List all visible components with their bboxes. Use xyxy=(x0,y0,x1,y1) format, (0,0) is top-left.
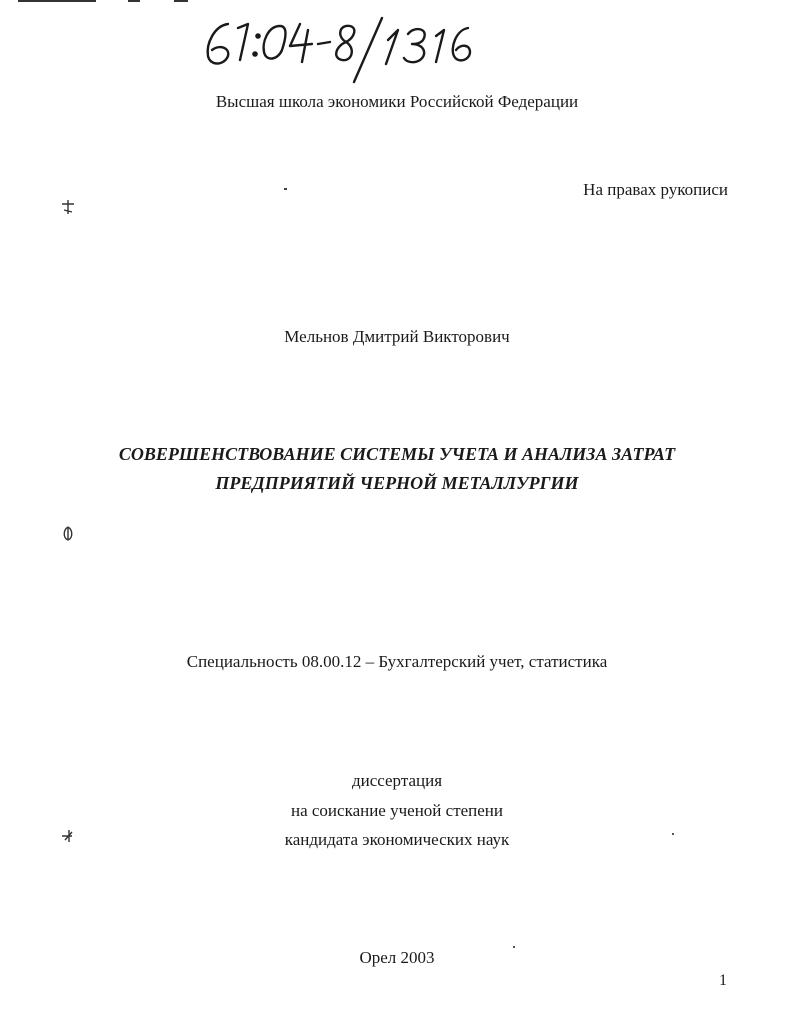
binding-mark-icon xyxy=(60,524,76,544)
author-name: Мельнов Дмитрий Викторович xyxy=(284,327,510,346)
place-and-year: Орел 2003 xyxy=(359,948,435,967)
handwritten-archive-code xyxy=(200,14,510,86)
rights-note: На правах рукописи xyxy=(583,180,728,199)
scan-speck xyxy=(672,833,674,835)
scan-top-rule xyxy=(174,0,188,2)
specialty-line: Специальность 08.00.12 – Бухгалтерский учет, статистика xyxy=(186,652,608,671)
degree-line-2: на соискание ученой степени xyxy=(290,801,504,820)
scan-top-rule xyxy=(128,0,140,2)
dissertation-title-line-1: СОВЕРШЕНСТВОВАНИЕ СИСТЕМЫ УЧЕТА И АНАЛИЗА ЗАТРАТ xyxy=(118,444,676,464)
degree-line-3: кандидата экономических наук xyxy=(284,830,510,849)
scan-speck xyxy=(513,946,515,948)
binding-mark-icon xyxy=(60,198,76,218)
dissertation-title-line-2: ПРЕДПРИЯТИЙ ЧЕРНОЙ МЕТАЛЛУРГИИ xyxy=(215,473,579,493)
scan-top-rule xyxy=(18,0,96,2)
degree-line-1: диссертация xyxy=(351,771,443,790)
binding-mark-icon xyxy=(60,826,76,846)
institution-name: Высшая школа экономики Российской Федерации xyxy=(215,92,579,111)
scan-speck xyxy=(284,188,287,190)
page-number: 1 xyxy=(719,972,727,989)
